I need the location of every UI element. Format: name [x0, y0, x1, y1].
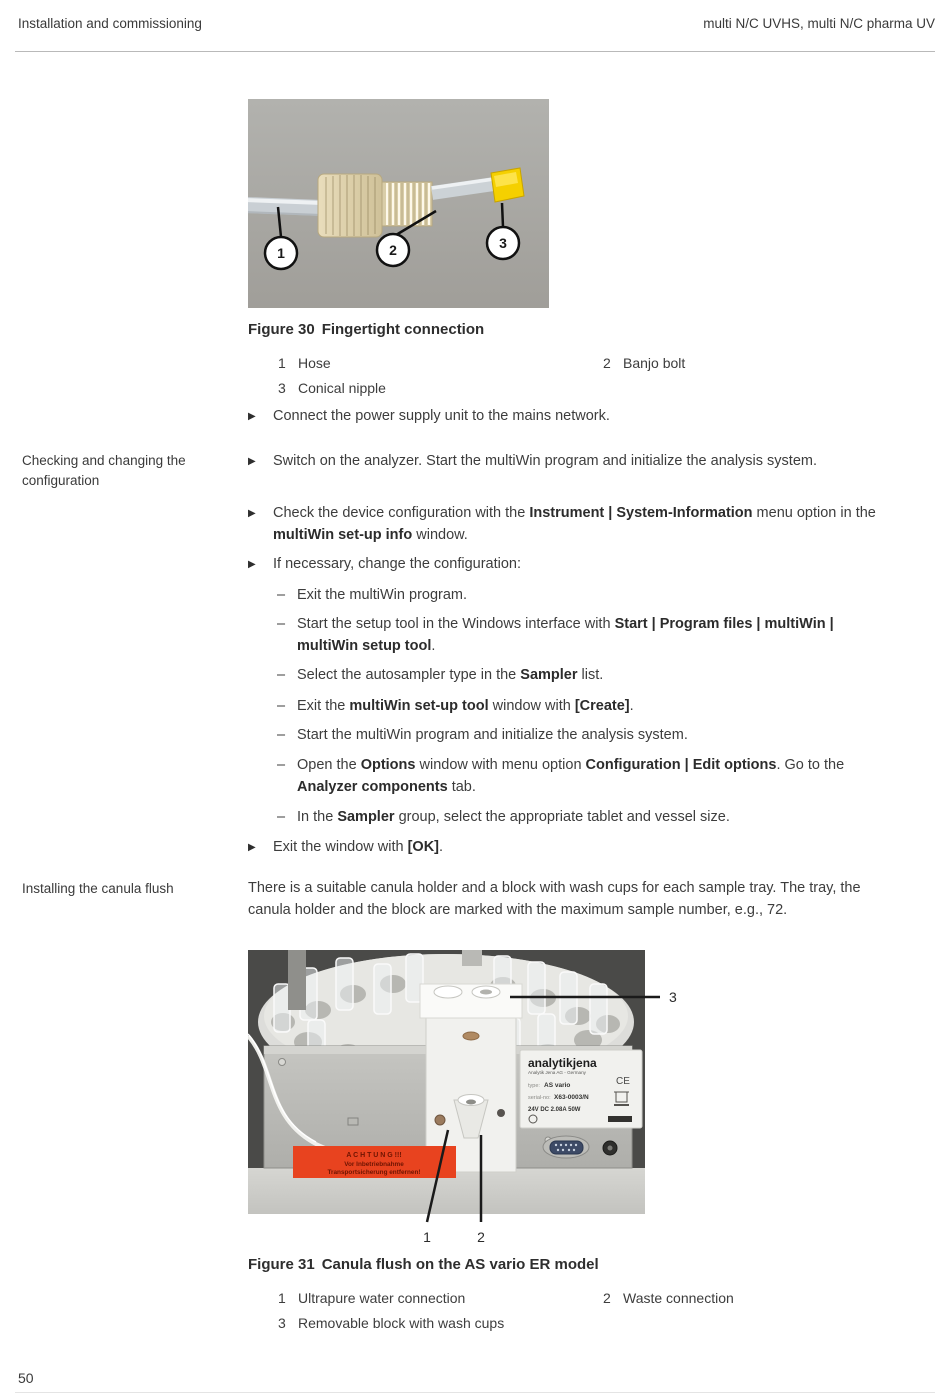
conical-nipple — [491, 168, 524, 202]
dash-bullet-icon: – — [277, 757, 286, 773]
figure30-caption-number: Figure 30 — [248, 321, 315, 338]
brand-text: analytikjena — [528, 1056, 597, 1070]
substep-text: In the Sampler group, select the appropriate tablet and vessel size. — [297, 809, 730, 825]
step-if-necessary — [248, 553, 885, 575]
figure31-caption — [248, 1256, 599, 1273]
serial-value: X63-0003/N — [554, 1094, 589, 1101]
canula-flush-block — [420, 984, 522, 1172]
arrow-bullet-icon: ▶ — [248, 842, 256, 853]
substep-sampler-group — [277, 806, 877, 828]
figure30-photo — [248, 99, 549, 308]
callout-1-label: 1 — [423, 1229, 431, 1245]
legend-item-label: Waste connection — [623, 1290, 734, 1306]
type-value: AS vario — [544, 1082, 571, 1089]
header-right: multi N/C UVHS, multi N/C pharma UV — [703, 16, 935, 31]
substep-text: Exit the multiWin program. — [297, 587, 468, 603]
legend-item-label: Ultrapure water connection — [298, 1290, 466, 1306]
type-key: type: — [528, 1083, 540, 1089]
step-check-config — [248, 502, 885, 546]
substep-text: Select the autosampler type in the Sampler list. — [297, 667, 604, 683]
figure31-photo — [248, 950, 708, 1250]
block-marker — [463, 1032, 479, 1040]
warning-line2: Vor Inbetriebnahme — [344, 1161, 404, 1168]
arrow-bullet-icon: ▶ — [248, 559, 256, 570]
substep-text: Exit the multiWin set-up tool window with [Create]. — [297, 698, 634, 714]
callout-1-label: 1 — [277, 245, 285, 261]
banjo-bolt-nut — [318, 174, 382, 237]
substep-text: Open the Options window with menu option Configuration | Edit options. Go to the Analyzer components tab. — [297, 757, 845, 795]
dash-bullet-icon: – — [277, 616, 286, 632]
block-hole — [497, 1109, 505, 1117]
figure31-legend — [278, 1286, 734, 1336]
callout-2-label: 2 — [477, 1229, 485, 1245]
footer-rule — [15, 1392, 935, 1393]
legend-item-label: Removable block with wash cups — [298, 1315, 505, 1331]
center-post — [462, 950, 482, 966]
banjo-bolt-threads — [382, 182, 432, 226]
dsub-connector-icon — [543, 1136, 589, 1158]
legend-item-number: 1 — [278, 1290, 286, 1306]
substep-start-multiwin — [277, 724, 877, 746]
arrow-bullet-icon: ▶ — [248, 456, 256, 467]
legend-item-number: 2 — [603, 355, 611, 371]
legend-item-label: Banjo bolt — [623, 355, 686, 371]
callout-3-label: 3 — [499, 235, 507, 251]
legend-item-number: 2 — [603, 1290, 611, 1306]
serial-key: serial-no: — [528, 1095, 551, 1101]
page-number: 50 — [18, 1370, 34, 1386]
figure30-legend — [278, 351, 685, 401]
legend-item-number: 1 — [278, 355, 286, 371]
substep-start-setup-tool — [277, 613, 877, 657]
legend-item-number: 3 — [278, 380, 286, 396]
substep-open-options — [277, 754, 877, 798]
legend-item-label: Hose — [298, 355, 331, 371]
figure30-caption-title: Fingertight connection — [321, 321, 485, 338]
step-text: Connect the power supply unit to the mains network. — [273, 408, 610, 424]
substep-exit-multiwin — [277, 584, 877, 606]
step-text: Exit the window with [OK]. — [273, 839, 444, 855]
substep-text: Start the multiWin program and initialize the analysis system. — [297, 727, 688, 743]
legend-item-number: 3 — [278, 1315, 286, 1331]
figure31-caption-title: Canula flush on the AS vario ER model — [321, 1256, 599, 1273]
header-rule — [15, 51, 935, 52]
legend-row — [278, 376, 685, 401]
header-left: Installation and commissioning — [18, 16, 202, 31]
warning-sticker — [293, 1146, 456, 1178]
callout-3-label: 3 — [669, 989, 677, 1005]
step-switch-on — [248, 450, 885, 472]
dash-bullet-icon: – — [277, 698, 286, 714]
device-label-plate — [520, 1050, 642, 1128]
arrow-bullet-icon: ▶ — [248, 411, 256, 422]
warning-line1: A C H T U N G !!! — [346, 1152, 402, 1159]
step-text: If necessary, change the configuration: — [273, 556, 521, 572]
substep-select-autosampler — [277, 664, 877, 686]
hose-left — [248, 200, 322, 215]
legend-row — [278, 351, 685, 376]
autosampler-photo — [248, 950, 645, 1214]
step-text: Switch on the analyzer. Start the multiWin program and initialize the analysis system. — [273, 453, 817, 469]
substep-text: Start the setup tool in the Windows interface with Start | Program files | multiWin | multiWin setup tool. — [297, 616, 834, 654]
power-jack-icon — [603, 1141, 617, 1155]
ultrapure-water-port — [435, 1115, 445, 1125]
dash-bullet-icon: – — [277, 667, 286, 683]
dash-bullet-icon: – — [277, 727, 286, 743]
legend-row — [278, 1286, 734, 1311]
figure30-caption — [248, 321, 484, 338]
substep-exit-setup-tool — [277, 695, 877, 717]
canula-paragraph: There is a suitable canula holder and a block with wash cups for each sample tray. The tray, the canula holder and the block are marked with the maximum sample number, e.g., 72. — [248, 880, 861, 918]
warning-line3: Transportsicherung entfernen! — [327, 1169, 421, 1176]
step-connect-power — [248, 405, 885, 427]
callout-2-label: 2 — [389, 242, 397, 258]
arrow-bullet-icon: ▶ — [248, 508, 256, 519]
power-rating: 24V DC 2.08A 50W — [528, 1107, 581, 1113]
figure31-caption-number: Figure 31 — [248, 1256, 315, 1273]
brand-subtext: Analytik Jena AG - Germany — [528, 1070, 586, 1075]
ce-mark: CE — [616, 1076, 630, 1087]
step-exit-ok — [248, 836, 885, 858]
margin-note-configuration: Checking and changing the configuration — [22, 453, 186, 488]
step-text: Check the device configuration with the Instrument | System-Information menu option in the multiWin set-up info window. — [273, 505, 876, 543]
panel-fitting — [348, 1118, 358, 1125]
margin-note-canula-flush: Installing the canula flush — [22, 881, 174, 896]
legend-row — [278, 1311, 734, 1336]
tray-post — [288, 950, 306, 1010]
legend-item-label: Conical nipple — [298, 380, 386, 396]
dash-bullet-icon: – — [277, 587, 286, 603]
dash-bullet-icon: – — [277, 809, 286, 825]
